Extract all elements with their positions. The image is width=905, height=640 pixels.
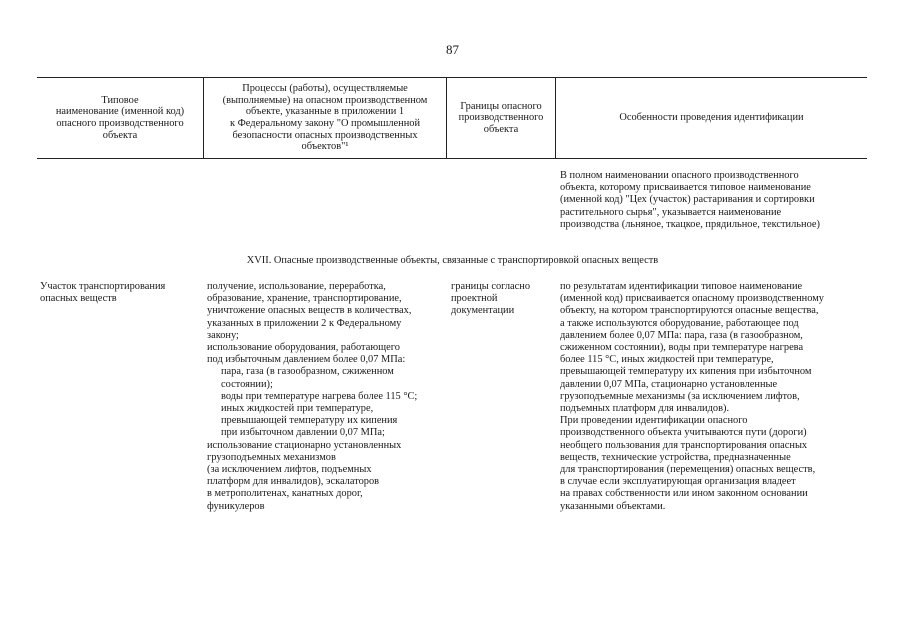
header-bottom-rule (37, 158, 867, 159)
row-boundaries: границы согласно проектной документации (451, 281, 531, 317)
page-number: 87 (446, 42, 459, 57)
section-title: XVII. Опасные производственные объекты, связанные с транспортировкой опасных веществ (246, 255, 659, 266)
header-features: Особенности проведения идентификации (619, 112, 804, 124)
header-name: Типовое наименование (именной код) опасного производственного объекта (55, 94, 185, 141)
row-object-name: Участок транспортирования опасных веществ (40, 281, 166, 305)
header-boundaries: Границы опасного производственного объекта (458, 100, 544, 135)
header-processes: Процессы (работы), осуществляемые (выполняемые) на опасном производственном объекте, указанные в приложении 1 к Федеральному закону "О промышленной безопасности опасных производственных объектов"¹ (222, 83, 428, 153)
continued-note: В полном наименовании опасного производственного объекта, которому присваивается типовое наименование (именной код) "Цех (участок) растаривания и сортировки растительного сырья", указывается наименование производства (льняное, ткацкое, прядильное, текстильное) (560, 170, 820, 230)
row-processes: получение, использование, переработка, образование, хранение, транспортирование, уничтожение опасных веществ в количествах, указанных в приложении 2 к Федеральному закону; использование оборудования, работающего под избыточным давлением более 0,07 МПа: пара, газа (в газообразном, сжиженном состоянии); воды при температуре нагрева более 115 °С; иных жидкостей при температуре, превышающей температуру их кипения при избыточном давлении 0,07 МПа; использование стационарно установленных грузоподъемных механизмов (за исключением лифтов, подъемных платформ для инвалидов), эскалаторов в метрополитенах, канатных дорог, фуникулеров (207, 281, 418, 512)
row-features: по результатам идентификации типовое наименование (именной код) присваивается опасному производственному объекту, на котором транспортируются опасные вещества, а также используются оборудование, работающее под давлением более 0,07 МПа: пара, газа (в газообразном, сжиженном состоянии), воды при температуре нагрева более 115 °С, иных жидкостей при температуре, превышающей температуру их кипения при избыточном давлении 0,07 МПа, стационарно установленные грузоподъемные механизмы (за исключением лифтов, подъемных платформ для инвалидов). При проведении идентификации опасного производственного объекта учитываются пути (дороги) необщего пользования для транспортирования опасных веществ, технические устройства, предназначенные для транспортирования (перемещения) опасных веществ, в случае если эксплуатирующая организация владеет на правах собственности или ином законном основании указанными объектами. (560, 281, 825, 512)
